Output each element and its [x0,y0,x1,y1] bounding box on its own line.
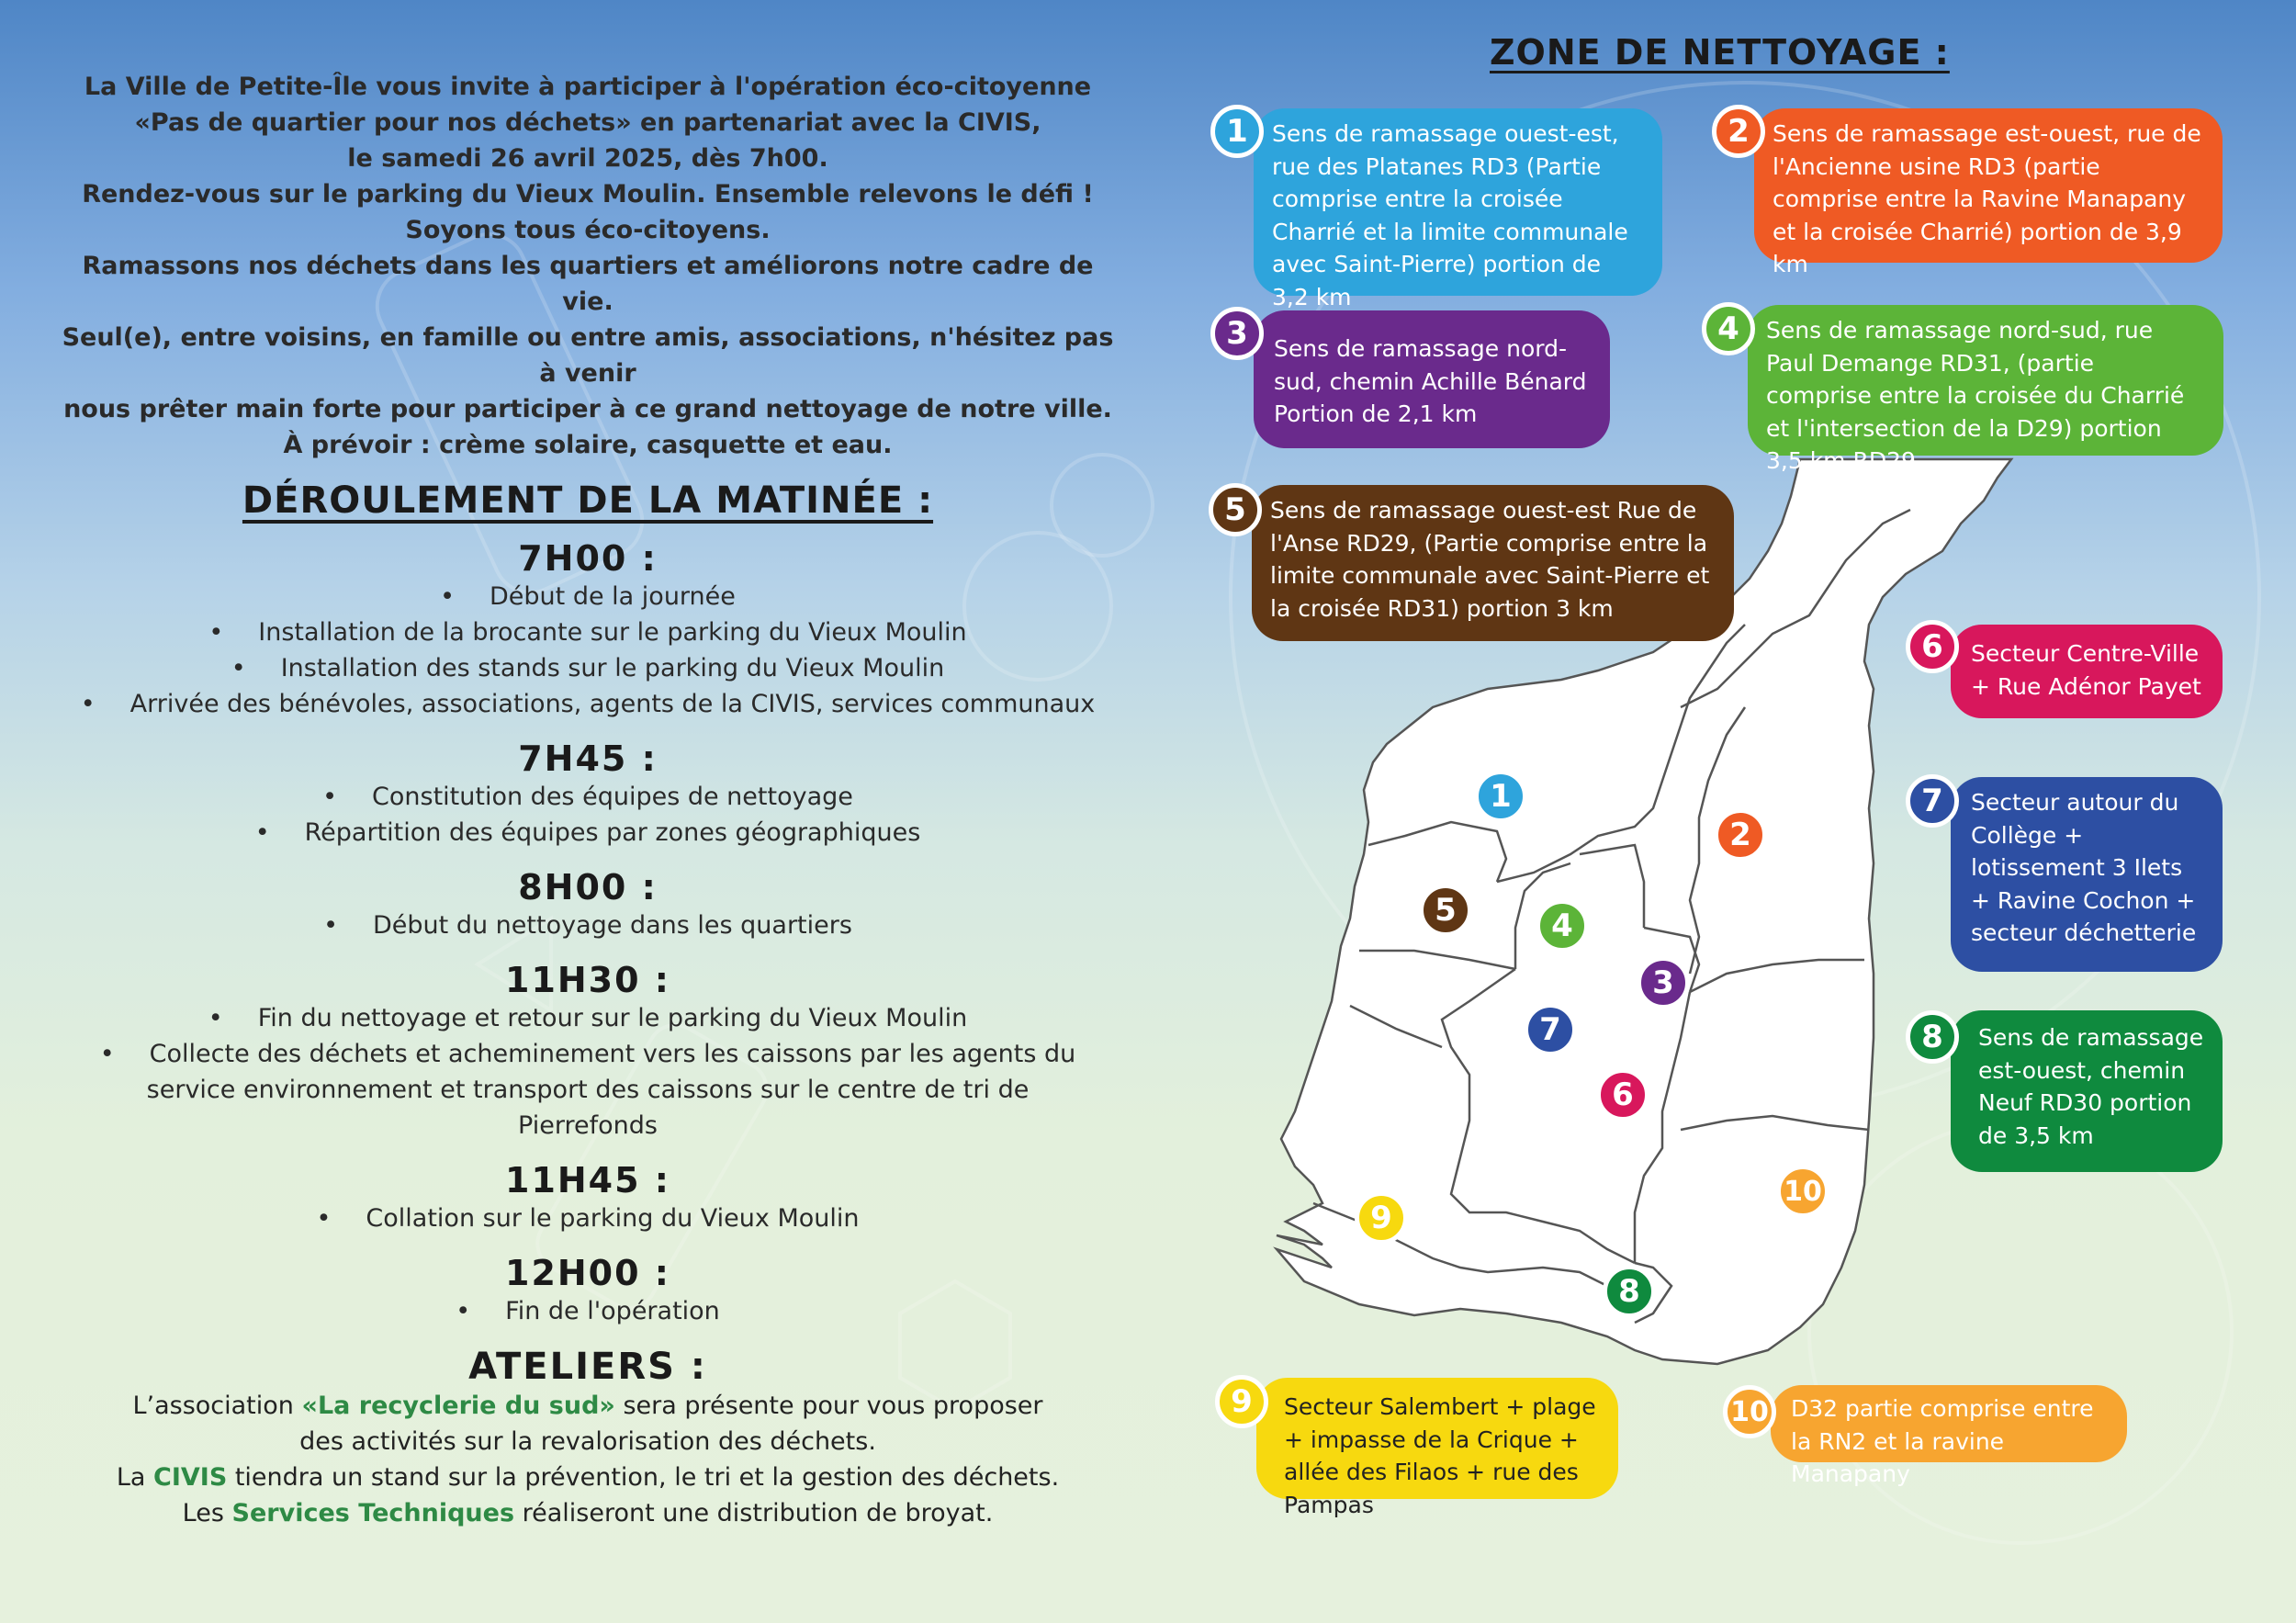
map-badge-3: 3 [1637,956,1690,1009]
text-span: sera présente pour vous proposer [614,1392,1043,1420]
map-badge-4: 4 [1536,899,1589,952]
callout-badge-1: 1 [1210,105,1264,158]
list-item: • Arrivée des bénévoles, associations, agents de la CIVIS, services communaux [55,686,1120,722]
zone-callout-text: Sens de ramassage ouest-est, rue des Platanes RD3 (Partie comprise entre la croisée Charrié et la limite communale avec Saint-Pierre) portion de 3,2 km [1272,120,1628,310]
zone-callout-text: Sens de ramassage ouest-est Rue de l'Anse RD29, (Partie comprise entre la limite communale avec Saint-Pierre et la croisée RD31) portion 3 km [1270,497,1710,622]
ateliers-title: ATELIERS : [468,1346,707,1388]
time-slot-heading: 11H30 : [505,960,670,1000]
ateliers-line: des activités sur la revalorisation des déchets. [299,1427,876,1456]
map-badge-7: 7 [1524,1003,1577,1056]
time-slot-heading: 8H00 : [518,867,658,907]
list-item: • Installation des stands sur le parking du Vieux Moulin [55,650,1120,686]
text-span: La [116,1463,154,1492]
list-item: • Fin du nettoyage et retour sur le parking du Vieux Moulin [55,1000,1120,1036]
intro-line: La Ville de Petite-Île vous invite à participer à l'opération éco-citoyenne [84,73,1092,101]
intro-line: Ramassons nos déchets dans les quartiers et améliorons notre cadre de vie. [82,252,1094,316]
program-title: DÉROULEMENT DE LA MATINÉE : [242,479,934,522]
zone-callout-text: D32 partie comprise entre la RN2 et la ravine Manapany [1791,1395,2094,1487]
callout-badge-6: 6 [1906,620,1959,673]
zone-callout-1 [1254,108,1662,310]
list-item: • Collecte des déchets et acheminement vers les caissons par les agents du service environnement et transport des caissons sur le centre de tri de Pierrefonds [55,1036,1120,1144]
list-item: • Début du nettoyage dans les quartiers [55,907,1120,943]
list-item: • Collation sur le parking du Vieux Moulin [55,1200,1120,1236]
callout-badge-5: 5 [1209,483,1262,536]
zone-callout-5 [1252,485,1734,641]
map-badge-1: 1 [1474,770,1527,823]
intro-line: Seul(e), entre voisins, en famille ou entre amis, associations, n'hésitez pas à venir [62,323,1114,388]
intro-line: nous prêter main forte pour participer à ce grand nettoyage de notre ville. [63,395,1112,423]
zone-title: ZONE DE NETTOYAGE : [1490,32,1950,73]
time-slot-heading: 7H45 : [518,738,658,779]
zone-callout-text: Sens de ramassage nord-sud, rue Paul Demange RD31, (partie comprise entre la croisée du Charrié et l'intersection de la D29) portion 3,5 km RD29 [1766,317,2185,474]
zone-callout-text: Secteur autour du Collège + lotissement 3 Ilets + Ravine Cochon + secteur déchetterie [1971,789,2197,946]
highlight-recyclerie: «La recyclerie du sud» [301,1392,615,1420]
list-item: • Fin de l'opération [55,1293,1120,1329]
zone-callout-10 [1771,1385,2127,1487]
intro-line: Soyons tous éco-citoyens. [405,216,771,244]
zone-callout-2 [1754,108,2223,277]
zone-callout-3 [1254,310,1610,448]
highlight-civis: CIVIS [153,1463,228,1492]
map-badge-9: 9 [1355,1191,1408,1245]
list-item: • Constitution des équipes de nettoyage [55,779,1120,815]
text-span: Les [182,1499,232,1527]
intro-line: À prévoir : crème solaire, casquette et eau. [283,431,893,459]
zone-callout-text: Sens de ramassage est-ouest, rue de l'Ancienne usine RD3 (partie comprise entre la Ravine Manapany et la croisée Charrié) portion de 3,9 km [1773,120,2201,277]
map-badge-2: 2 [1714,808,1767,862]
zone-callout-text: Sens de ramassage nord-sud, chemin Achille Bénard Portion de 2,1 km [1274,335,1587,427]
list-item: • Début de la journée [55,579,1120,614]
zone-callout-8 [1951,1010,2223,1172]
intro-line: «Pas de quartier pour nos déchets» en partenariat avec la CIVIS, [134,108,1041,137]
callout-badge-3: 3 [1210,307,1264,360]
callout-badge-7: 7 [1906,774,1959,828]
map-badge-5: 5 [1419,884,1472,937]
text-span: tiendra un stand sur la prévention, le tri et la gestion des déchets. [227,1463,1060,1492]
text-span: L’association [132,1392,302,1420]
text-span: réaliseront une distribution de broyat. [514,1499,994,1527]
zone-callout-text: Secteur Centre-Ville + Rue Adénor Payet [1971,640,2201,700]
time-slot-heading: 7H00 : [518,538,658,579]
callout-badge-4: 4 [1702,302,1755,355]
callout-badge-10: 10 [1723,1385,1776,1438]
map-badge-10: 10 [1776,1165,1829,1218]
zone-callout-6 [1951,625,2223,718]
zone-callout-7 [1951,777,2223,972]
time-slot-heading: 12H00 : [505,1253,670,1293]
highlight-services-techniques: Services Techniques [231,1499,515,1527]
intro-line: le samedi 26 avril 2025, dès 7h00. [347,144,828,173]
zone-callout-text: Secteur Salembert + plage + impasse de la Crique + allée des Filaos + rue des Pampas [1284,1393,1596,1518]
zone-callout-4 [1748,305,2223,474]
zone-callout-text: Sens de ramassage est-ouest, chemin Neuf RD30 portion de 3,5 km [1978,1024,2204,1149]
map-badge-6: 6 [1596,1068,1649,1121]
zone-callout-9 [1256,1378,1618,1518]
callout-badge-2: 2 [1712,105,1765,158]
map-badge-8: 8 [1603,1265,1656,1318]
list-item: • Installation de la brocante sur le parking du Vieux Moulin [55,614,1120,650]
callout-badge-9: 9 [1215,1375,1268,1428]
intro-line: Rendez-vous sur le parking du Vieux Moulin. Ensemble relevons le défi ! [82,180,1094,209]
time-slot-heading: 11H45 : [505,1160,670,1200]
callout-badge-8: 8 [1906,1010,1959,1064]
list-item: • Répartition des équipes par zones géographiques [55,815,1120,851]
